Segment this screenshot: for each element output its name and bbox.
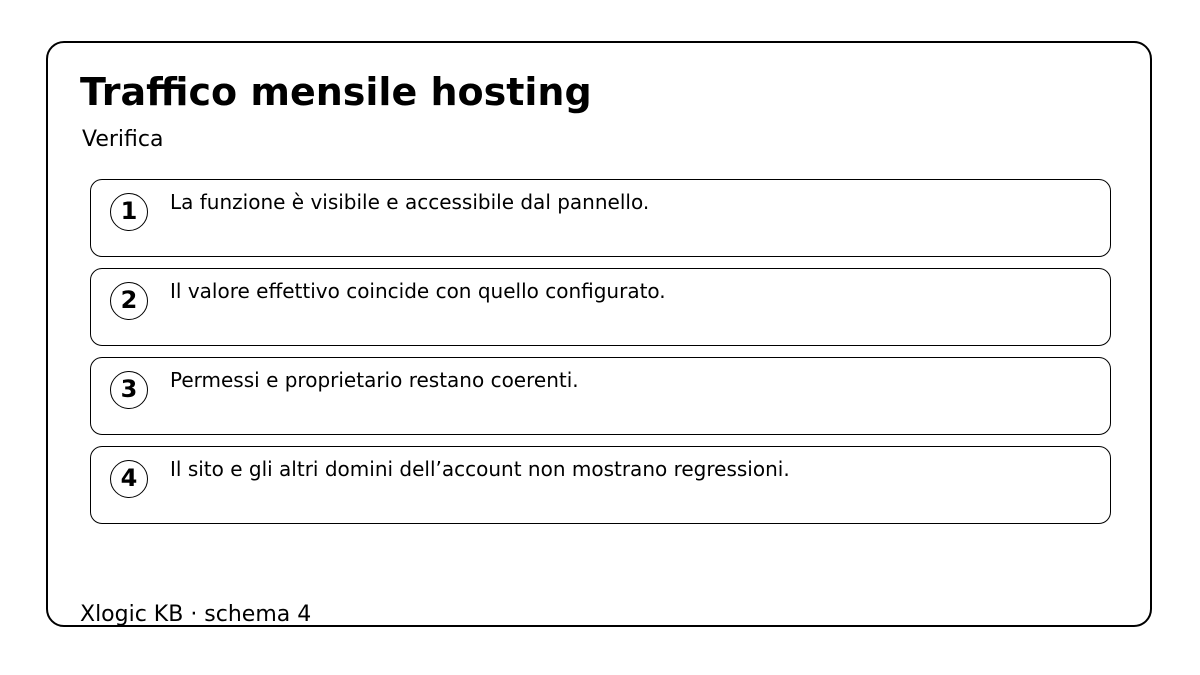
steps-list <box>90 179 1111 535</box>
step-number-badge: 1 <box>110 193 148 231</box>
step-item-1 <box>90 179 1111 257</box>
step-number-badge: 2 <box>110 282 148 320</box>
step-item-2 <box>90 268 1111 346</box>
page-subtitle: Verifica <box>82 127 164 152</box>
step-number-badge: 3 <box>110 371 148 409</box>
footer-caption: Xlogic KB · schema 4 <box>80 602 312 627</box>
step-text: La funzione è visibile e accessibile dal pannello. <box>170 190 650 214</box>
step-text: Permessi e proprietario restano coerenti. <box>170 368 579 392</box>
step-number-badge: 4 <box>110 460 148 498</box>
step-item-4 <box>90 446 1111 524</box>
page-title: Traffico mensile hosting <box>80 70 592 114</box>
step-text: Il sito e gli altri domini dell’account non mostrano regressioni. <box>170 457 790 481</box>
step-item-3 <box>90 357 1111 435</box>
step-text: Il valore effettivo coincide con quello configurato. <box>170 279 666 303</box>
